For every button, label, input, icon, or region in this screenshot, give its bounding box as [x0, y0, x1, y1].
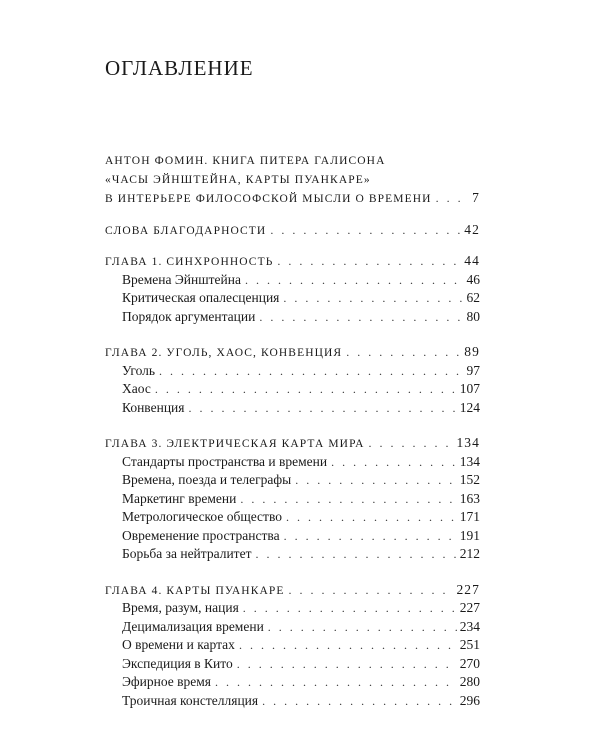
dot-leader: [295, 471, 457, 490]
dot-leader: [237, 655, 457, 674]
toc-entry-intro-line1[interactable]: [105, 152, 480, 171]
page-number: 124: [459, 399, 480, 415]
dot-leader: [270, 221, 461, 240]
toc-section[interactable]: [105, 289, 480, 308]
page-number: 251: [459, 637, 480, 652]
section-label: Децимализация времени: [122, 618, 264, 634]
page-number: 42: [464, 221, 480, 237]
toc-section[interactable]: [105, 618, 480, 637]
dot-leader: [243, 599, 457, 618]
section-label: Овременение пространства: [122, 527, 280, 543]
dot-leader: [436, 189, 470, 208]
page-number: 234: [459, 618, 480, 634]
section-label: Стандарты пространства и времени: [122, 453, 328, 469]
dot-leader: [346, 343, 461, 362]
toc-section[interactable]: [105, 308, 480, 327]
page-number: 163: [459, 490, 480, 506]
table-of-contents: [105, 152, 480, 710]
dot-leader: [369, 434, 454, 453]
page-number: 191: [459, 527, 480, 543]
toc-section[interactable]: [105, 545, 480, 564]
section-label: Экспедиция в Кито: [122, 655, 233, 671]
page-number: 107: [459, 381, 480, 396]
section-label: Метрологическое общество: [122, 509, 282, 524]
section-label: Времена Эйнштейна: [122, 271, 241, 287]
page-number: 62: [466, 290, 480, 305]
toc-entry-label: АНТОН ФОМИН. КНИГА ПИТЕРА ГАЛИСОНА: [105, 155, 386, 167]
chapter-label: ГЛАВА 1. СИНХРОННОСТЬ: [105, 256, 274, 268]
section-label: О времени и картах: [122, 637, 235, 652]
toc-section[interactable]: [105, 655, 480, 674]
toc-section[interactable]: [105, 399, 480, 418]
dot-leader: [159, 362, 463, 381]
toc-section[interactable]: [105, 271, 480, 290]
toc-section[interactable]: [105, 636, 480, 655]
dot-leader: [215, 673, 457, 692]
page-number: 80: [466, 308, 480, 324]
dot-leader: [331, 453, 457, 472]
toc-chapter-1[interactable]: [105, 252, 480, 271]
toc-section[interactable]: [105, 453, 480, 472]
page-number: 152: [459, 472, 480, 487]
dot-leader: [277, 252, 461, 271]
dot-leader: [259, 308, 463, 327]
section-label: Маркетинг времени: [122, 490, 237, 506]
section-label: Уголь: [122, 362, 156, 378]
page-number: 134: [459, 453, 480, 469]
section-label: Эфирное время: [122, 674, 212, 689]
section-label: Времена, поезда и телеграфы: [122, 472, 292, 487]
chapter-label: ГЛАВА 3. ЭЛЕКТРИЧЕСКАЯ КАРТА МИРА: [105, 438, 365, 450]
page-number: 227: [459, 600, 480, 615]
toc-entry-intro-line3[interactable]: [105, 189, 480, 208]
section-label: Борьба за нейтралитет: [122, 546, 252, 561]
dot-leader: [245, 271, 464, 290]
page-number: 134: [456, 435, 480, 450]
toc-entry-label: «ЧАСЫ ЭЙНШТЕЙНА, КАРТЫ ПУАНКАРЕ»: [105, 173, 371, 186]
section-label: Время, разум, нация: [122, 600, 239, 615]
chapter-label: ГЛАВА 4. КАРТЫ ПУАНКАРЕ: [105, 584, 285, 597]
dot-leader: [283, 289, 463, 308]
page-number: 171: [459, 509, 480, 524]
page-number: 227: [456, 581, 480, 597]
section-label: Троичная констелляция: [122, 692, 259, 708]
dot-leader: [289, 581, 454, 600]
dot-leader: [155, 380, 457, 399]
dot-leader: [188, 399, 456, 418]
toc-section[interactable]: [105, 362, 480, 381]
page-number: 270: [459, 655, 480, 671]
section-label: Критическая опалесценция: [122, 290, 280, 305]
toc-section[interactable]: [105, 599, 480, 618]
toc-section[interactable]: [105, 380, 480, 399]
page-title: ОГЛАВЛЕНИЕ: [105, 56, 254, 80]
toc-entry-label: СЛОВА БЛАГОДАРНОСТИ: [105, 224, 267, 237]
toc-section[interactable]: [105, 692, 480, 711]
dot-leader: [286, 508, 457, 527]
page-number: 7: [472, 190, 480, 205]
page-number: 89: [464, 344, 480, 359]
dot-leader: [284, 527, 457, 546]
toc-chapter-2[interactable]: [105, 343, 480, 362]
dot-leader: [262, 692, 457, 711]
page-number: 296: [459, 692, 480, 708]
toc-section[interactable]: [105, 527, 480, 546]
page-number: 44: [464, 253, 480, 268]
section-label: Конвенция: [122, 399, 185, 415]
page-number: 97: [466, 362, 480, 378]
toc-section[interactable]: [105, 471, 480, 490]
section-label: Порядок аргументации: [122, 308, 256, 324]
page-number: 212: [459, 546, 480, 561]
section-label: Хаос: [122, 381, 151, 396]
chapter-label: ГЛАВА 2. УГОЛЬ, ХАОС, КОНВЕНЦИЯ: [105, 347, 343, 359]
toc-section[interactable]: [105, 490, 480, 509]
toc-entry-acknowledgements[interactable]: [105, 221, 480, 240]
page-number: 280: [459, 674, 480, 689]
toc-entry-intro-line2[interactable]: [105, 171, 480, 190]
dot-leader: [268, 618, 457, 637]
dot-leader: [239, 636, 457, 655]
toc-chapter-3[interactable]: [105, 434, 480, 453]
toc-section[interactable]: [105, 508, 480, 527]
dot-leader: [240, 490, 456, 509]
toc-chapter-4[interactable]: [105, 581, 480, 600]
page-number: 46: [466, 271, 480, 287]
toc-section[interactable]: [105, 673, 480, 692]
toc-entry-label: В ИНТЕРЬЕРЕ ФИЛОСОФСКОЙ МЫСЛИ О ВРЕМЕНИ: [105, 193, 432, 205]
dot-leader: [255, 545, 456, 564]
